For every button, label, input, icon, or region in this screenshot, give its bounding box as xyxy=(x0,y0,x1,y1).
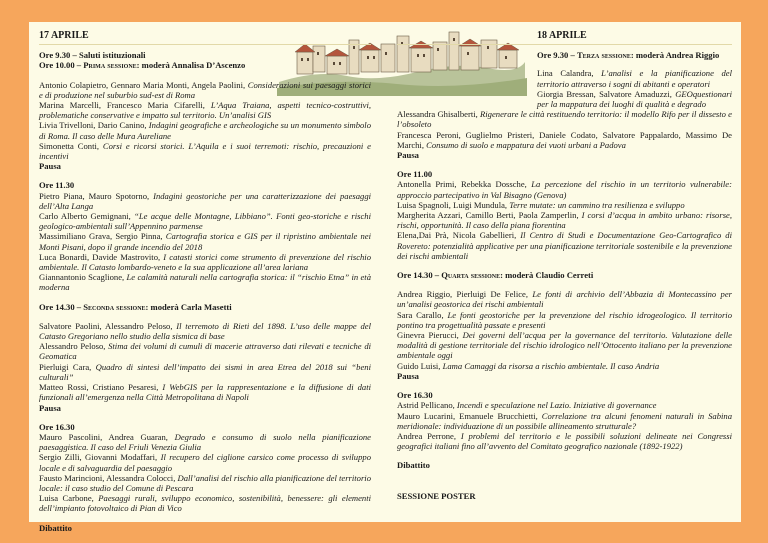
talk: Andrea Riggio, Pierluigi De Felice, Le fonti di archivio dell’Abbazia di Montecassino per un’analisi geostorica dei rischi ambientali xyxy=(397,289,732,310)
day-title: 18 APRILE xyxy=(537,30,587,41)
block-time: Ore 11.30 xyxy=(39,180,75,191)
talk: Ginevra Pierucci, Dei governi dell’acqua per la governance del territorio. Valutazione delle modalità di gestione territoriale del rischio idrologico nell’Ottocento italiano per la prevenzione ambientale oggi xyxy=(397,330,732,361)
debate-label: Dibattito xyxy=(39,522,72,533)
session-3-header: Ore 9.30 – Terza sessione: moderà Andrea Riggio xyxy=(537,50,720,61)
pause-label: Pausa xyxy=(397,150,419,161)
debate-label: Dibattito xyxy=(397,460,430,471)
talk: Margherita Azzari, Camillo Berti, Paola Zamperlin, I corsi d’acqua in ambito urbano: risorse, rischi, opportunità. Il caso della piana fiorentina xyxy=(397,210,733,231)
talk: Luisa Carbone, Paesaggi rurali, sviluppo economico, sostenibilità, benessere: gli elementi dell’impianto fotovoltaico di Pian di Vico xyxy=(39,493,372,514)
talk: Alessandra Ghisalberti, Rigenerare le città restituendo territorio: il modello Rifo per il dissesto e l’obsoleto xyxy=(397,109,732,130)
talk: Sara Carallo, Le fonti geostoriche per la prevenzione del rischio idrogeologico. Il territorio pontino tra progettualità passate e presenti xyxy=(397,309,732,330)
talk: Salvatore Paolini, Alessandro Peloso, Il terremoto di Rieti del 1898. L’uso delle mappe del Catasto Gregoriano nello studio della sismica di base xyxy=(39,320,371,342)
talk: Mauro Lucarini, Emanuele Brucchietti, Correlazione tra alcuni fenomeni naturali in Sabina meridionale: individuazione di un possibile allineamento strutturale? xyxy=(397,410,732,431)
pause-label: Pausa xyxy=(39,161,61,172)
program-sheet xyxy=(29,22,741,533)
talk: Mauro Pascolini, Andrea Guaran, Degrado e consumo di suolo nella pianificazione paesaggistica. Il caso del Friuli Venezia Giulia xyxy=(39,431,371,453)
block-time: Ore 16.30 xyxy=(397,390,433,401)
talk: Livia Trivelloni, Dario Canino, Indagini geografiche e archeologiche su un monumento simbolo di Roma. Il caso delle Mura Aureliane xyxy=(39,120,371,141)
talk: Simonetta Conti, Corsi e ricorsi storici. L’Aquila e i suoi terremoti: rischio, precauzioni e incentivi xyxy=(39,140,372,162)
talk: Luisa Spagnoli, Luigi Mundula, Terre mutate: un cammino tra resilienza e sviluppo xyxy=(397,199,685,210)
poster-session-label: SESSIONE POSTER xyxy=(397,490,476,501)
day-17-column xyxy=(39,22,371,533)
talk: Pietro Piana, Mauro Spotorno, Indagini geostoriche per una caratterizzazione dei paesaggi dell’Alta Langa xyxy=(39,190,372,211)
opening-line: Ore 9.30 – Saluti istituzionali xyxy=(39,50,146,61)
block-time: Ore 11.00 xyxy=(397,169,433,180)
talk: Francesca Peroni, Guglielmo Pristeri, Daniele Codato, Salvatore Pappalardo, Massimo De Marchi, Consumo di suolo e mappatura dei vuoti urbani a Padova xyxy=(397,129,732,150)
talk: Giannantonio Scaglione, Le calamità naturali nella cartografia storica: il “rischio Etna” in età moderna xyxy=(39,272,371,293)
talk: Matteo Rossi, Cristiano Pesaresi, I WebGIS per la rappresentazione e la diffusione di dati funzionali all’emergenza nella Città Metropolitana di Napoli xyxy=(39,382,371,403)
pause-label: Pausa xyxy=(397,370,419,381)
day-18-column xyxy=(397,22,732,501)
pause-label: Pausa xyxy=(39,402,61,413)
talk: Massimiliano Grava, Sergio Pinna, Cartografia storica e GIS per il ripristino ambientale nei Monti Pisani, dopo il grande incendio del 2018 xyxy=(39,231,372,252)
talk: Elena,Dai Prà, Nicola Gabellieri, Il Centro di Studi e Documentazione Geo-Cartografico di Rovereto: potenzialità applicative per una pianificazione territoriale sostenibile e la prevenzione dei rischi ambientali xyxy=(397,230,732,261)
day-title: 17 APRILE xyxy=(39,30,89,41)
talk: Carlo Alberto Gemignani, “Le acque delle Montagne, Libbiano”. Fonti geo-storiche e rischi geologico-ambientali sull’Appennino parmense xyxy=(39,211,371,232)
talk: Antonio Colapietro, Gennaro Maria Monti, Angela Paolini, Considerazioni sui paesaggi storici e di produzione nel suburbio sud-est di Roma xyxy=(39,79,371,100)
talk: Luca Bonardi, Davide Mastrovito, I catasti storici come strumento di prevenzione del rischio ambientale. Il Catasto lombardo-veneto e la sua applicazione all’area lariana xyxy=(39,251,371,273)
talk: Antonella Primi, Rebekka Dossche, La percezione del rischio in un territorio vulnerabile: approccio partecipativo in Val Bisagno (Genova) xyxy=(397,179,732,200)
session-2-header: Ore 14.30 – Seconda sessione: moderà Carla Masetti xyxy=(39,301,232,312)
block-time: Ore 16.30 xyxy=(39,421,75,432)
talk: Astrid Pellicano, Incendi e speculazione nel Lazio. Iniziative di governance xyxy=(397,400,657,411)
talk: Andrea Perrone, I problemi del territorio e le possibili soluzioni delineate nei Congressi geografici italiani fino all’avvento del Comitato geografico nazionale (1892-1922) xyxy=(397,430,732,452)
talk: Sergio Zilli, Giovanni Modaffari, Il recupero del ciglione carsico come processo di sviluppo locale e di salvaguardia del paesaggio xyxy=(39,452,371,473)
talk: Lina Calandra, L’analisi e la pianificazione del territorio attraverso i sogni di abitanti e operatori xyxy=(537,68,732,89)
session-1-header: Ore 10.00 – Prima sessione: moderà Annalisa D’Ascenzo xyxy=(39,60,246,71)
talk: Guido Luisi, Lama Camaggi da risorsa a rischio ambientale. Il caso Andria xyxy=(397,360,660,371)
talk: Alessandro Peloso, Stima dei volumi di cumuli di macerie attraverso dati rilevati e tecniche di Geomatica xyxy=(39,341,371,362)
talk: Giorgia Bressan, Salvatore Amaduzzi, GEOquestionari per la mappatura dei luoghi di qualità e degrado xyxy=(537,88,732,110)
talk: Pierluigi Cara, Quadro di sintesi dell’impatto dei sismi in area Etrea del 2018 sui “beni culturali” xyxy=(39,361,371,382)
talk: Marina Marcelli, Francesco Maria Cifarelli, L’Aqua Traiana, aspetti tecnico-costruttivi, problematiche conservative e impatto sul territorio. Un’analisi GIS xyxy=(39,100,371,121)
talk: Fausto Marincioni, Alessandra Colocci, Dall’analisi del rischio alla pianificazione del territorio locale: il caso studio del Comune di Pescara xyxy=(39,472,371,493)
session-4-header: Ore 14.30 – Quarta sessione: moderà Claudio Cerreti xyxy=(397,270,594,281)
